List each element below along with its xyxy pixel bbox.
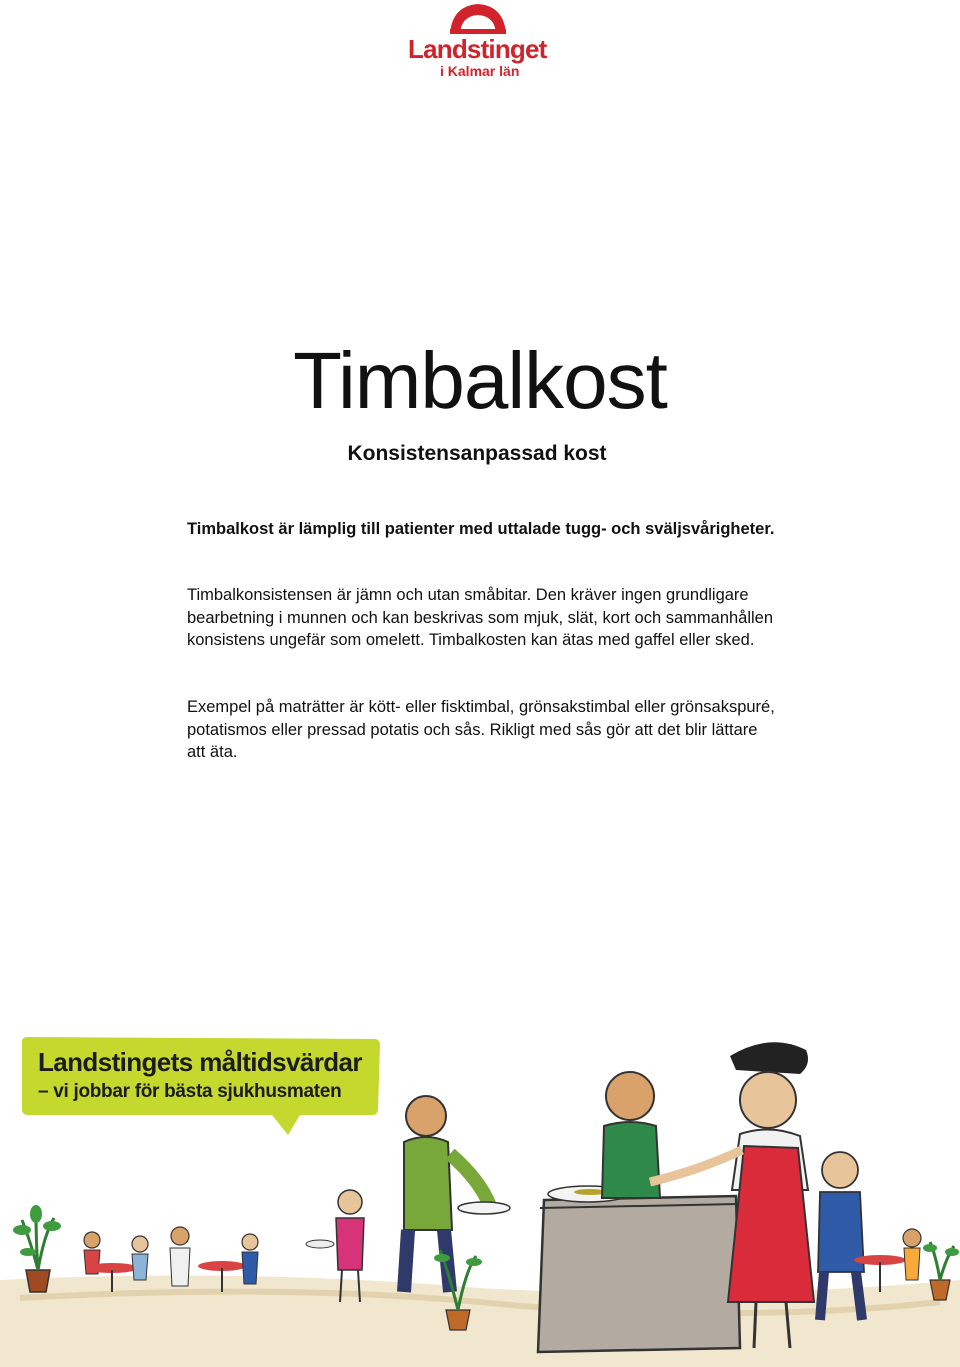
banner-tagline: – vi jobbar för bästa sjukhusmaten: [38, 1081, 342, 1102]
banner-title: Landstingets måltidsvärdar: [38, 1047, 362, 1077]
page-subtitle: Konsistensanpassad kost: [347, 442, 607, 465]
hospital-dining-illustration: [0, 1030, 960, 1367]
serving-counter-icon: [538, 1186, 740, 1352]
description-paragraph: Timbalkonsistensen är jämn och utan småbitar. Den kräver ingen grundligare bearbetning i munnen och kan beskrivas som mjuk, slät, kort och sammanhållen konsistens ungefär som omelett. Timbalkosten kan ätas med gaffel eller sked.: [187, 586, 774, 649]
logo-name: Landstinget: [408, 34, 547, 64]
page-title: Timbalkost: [293, 336, 667, 425]
landstinget-logo: [400, 2, 550, 84]
logo-subtitle: i Kalmar län: [440, 63, 520, 79]
intro-paragraph: Timbalkost är lämplig till patienter med uttalade tugg- och sväljsvårigheter.: [187, 520, 775, 538]
examples-paragraph: Exempel på maträtter är kött- eller fisktimbal, grönsakstimbal eller grönsakspuré, potatismos eller pressad potatis och sås. Rikligt med sås gör att det blir lättare att äta.: [187, 698, 775, 761]
waiter-green-icon: [404, 1096, 510, 1292]
